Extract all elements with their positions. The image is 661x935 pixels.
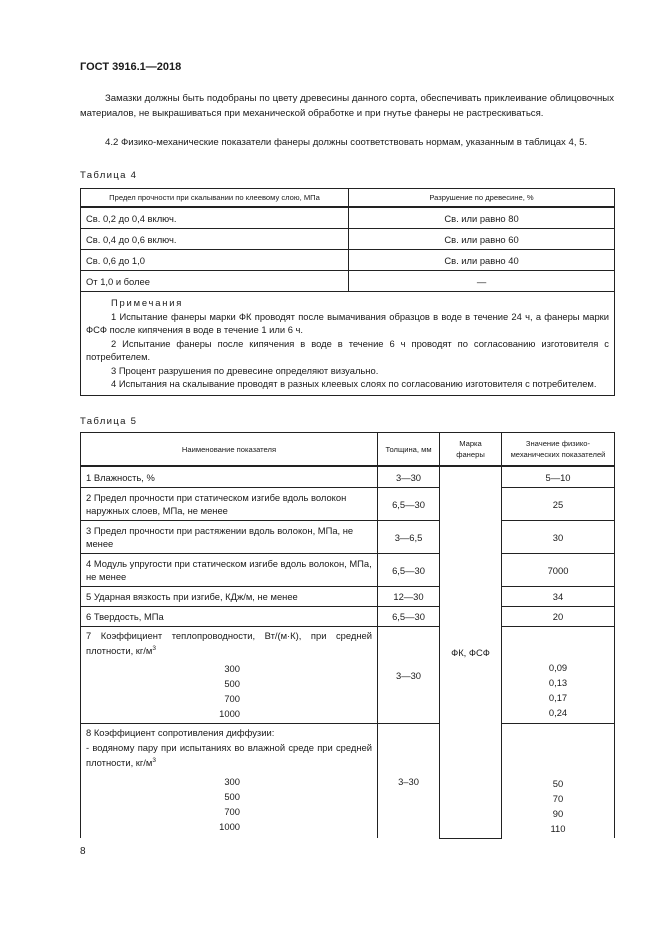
table-row [81,724,615,839]
note-item: 2 Испытание фанеры после кипячения в воде в течение 6 ч проводят по согласованию изготовителя с потребителем. [86,337,609,362]
table-row [81,250,615,271]
table-row [81,587,615,607]
density-label: 1000 [219,821,240,833]
table5-cell-thickness: 3—6,5 [378,521,440,554]
table4-notes [81,292,615,396]
table4-cell-destruction: Св. или равно 40 [349,250,615,271]
table5-cell-name: 4 Модуль упругости при статическом изгибе вдоль волокон, МПа, не менее [81,554,378,587]
table5-cell-thickness: 6,5—30 [378,554,440,587]
table5-cell-value: 20 [502,607,615,627]
table5-cell-value [502,724,615,839]
row7-sup: 3 [152,645,156,652]
table-row [81,271,615,292]
paragraph-4-2-text: 4.2 Физико-механические показатели фанеры должны соответствовать нормам, указанным в таблицах 4, 5. [105,137,588,148]
value-item: 110 [550,823,566,835]
table-row [81,521,615,554]
table5-cell-thickness: 3—30 [378,627,440,724]
note-item: 4 Испытания на скалывание проводят в разных клеевых слоях по согласованию изготовителя с потребителем. [111,378,597,389]
table5-cell-value: 7000 [502,554,615,587]
table5-cell-value [502,627,615,724]
row8-sup: 3 [152,757,156,765]
value-item: 50 [552,778,564,790]
table5-cell-name: 1 Влажность, % [81,466,378,488]
table5-cell-value: 5—10 [502,466,615,488]
note-item: 3 Процент разрушения по древесине определяют визуально. [111,364,379,376]
table5-cell-name: 3 Предел прочности при растяжении вдоль волокон, МПа, не менее [81,521,378,554]
table5-cell-thickness: 6,5—30 [378,607,440,627]
table4-header-strength: Предел прочности при скалывании по клеевому слою, МПа [81,189,349,208]
table-5 [80,432,615,839]
table5-cell-name [81,627,378,724]
paragraph-putty [80,92,614,121]
table5-header-brand: Марка фанеры [440,433,502,467]
paragraph-putty-text: Замазки должны быть подобраны по цвету древесины данного сорта, обеспечивать приклеивание облицовочных материалов, не выкрашиваться при механической обработке и при гнутье фанеры не растрескиваться. [80,93,614,119]
table-row [81,207,615,229]
table4-cell-destruction: Св. или равно 80 [349,207,615,229]
table4-cell-strength: Св. 0,6 до 1,0 [81,250,349,271]
table5-cell-thickness: 3–30 [378,724,440,839]
table5-cell-name: 5 Ударная вязкость при изгибе, КДж/м, не менее [81,587,378,607]
row8-name: 8 Коэффициент сопротивления диффузии: [86,727,275,739]
table5-cell-name: 2 Предел прочности при статическом изгибе вдоль волокон наружных слоев, МПа, не менее [81,488,378,521]
density-label: 300 [224,663,240,675]
density-label: 700 [224,693,240,705]
value-item: 0,09 [548,662,568,674]
density-label: 300 [224,776,240,788]
value-item: 0,13 [548,677,568,689]
table5-header-name: Наименование показателя [81,433,378,467]
table5-cell-thickness: 3—30 [378,466,440,488]
table4-header-destruction: Разрушение по древесине, % [349,189,615,208]
table-4 [80,188,615,396]
table5-cell-name: 6 Твердость, МПа [81,607,378,627]
table5-cell-value: 34 [502,587,615,607]
row8-sub: - водяному пару при испытаниях во влажной среде при средней плотности, кг/м [86,742,372,769]
paragraph-4-2 [80,136,614,151]
standard-header: ГОСТ 3916.1—2018 [80,61,182,73]
table5-caption: Таблица 5 [80,416,138,427]
table5-cell-brand: ФК, ФСФ [440,466,502,838]
density-label: 500 [224,678,240,690]
density-label: 1000 [219,708,240,720]
table5-cell-value: 30 [502,521,615,554]
table4-cell-destruction: Св. или равно 60 [349,229,615,250]
table-row [81,229,615,250]
density-label: 700 [224,806,240,818]
table-row [81,607,615,627]
table5-header-thickness: Толщина, мм [378,433,440,467]
table4-cell-strength: От 1,0 и более [81,271,349,292]
table5-cell-thickness: 6,5—30 [378,488,440,521]
table5-cell-thickness: 12—30 [378,587,440,607]
table-row [81,488,615,521]
value-item: 90 [552,808,564,820]
table5-header-value: Значение физико-механических показателей [502,433,615,467]
table-row [81,554,615,587]
value-item: 0,24 [548,707,568,719]
density-label: 500 [224,791,240,803]
note-item: 1 Испытание фанеры марки ФК проводят после вымачивания образцов в воде в течение 24 ч, а фанеры марки ФСФ после кипячения в воде в течение 1 или 6 ч. [86,310,609,335]
table5-cell-value: 25 [502,488,615,521]
notes-title: Примечания [111,297,184,308]
table4-cell-destruction: — [349,271,615,292]
table-row [81,466,615,488]
value-item: 70 [552,793,564,805]
table4-cell-strength: Св. 0,4 до 0,6 включ. [81,229,349,250]
table4-cell-strength: Св. 0,2 до 0,4 включ. [81,207,349,229]
table4-caption: Таблица 4 [80,170,138,181]
row7-name: 7 Коэффициент теплопроводности, Вт/(м·К), при средней плотности, кг/м [86,630,372,657]
value-item: 0,17 [548,692,568,704]
table5-cell-name [81,724,378,839]
page-number: 8 [80,846,86,857]
table-row [81,627,615,724]
